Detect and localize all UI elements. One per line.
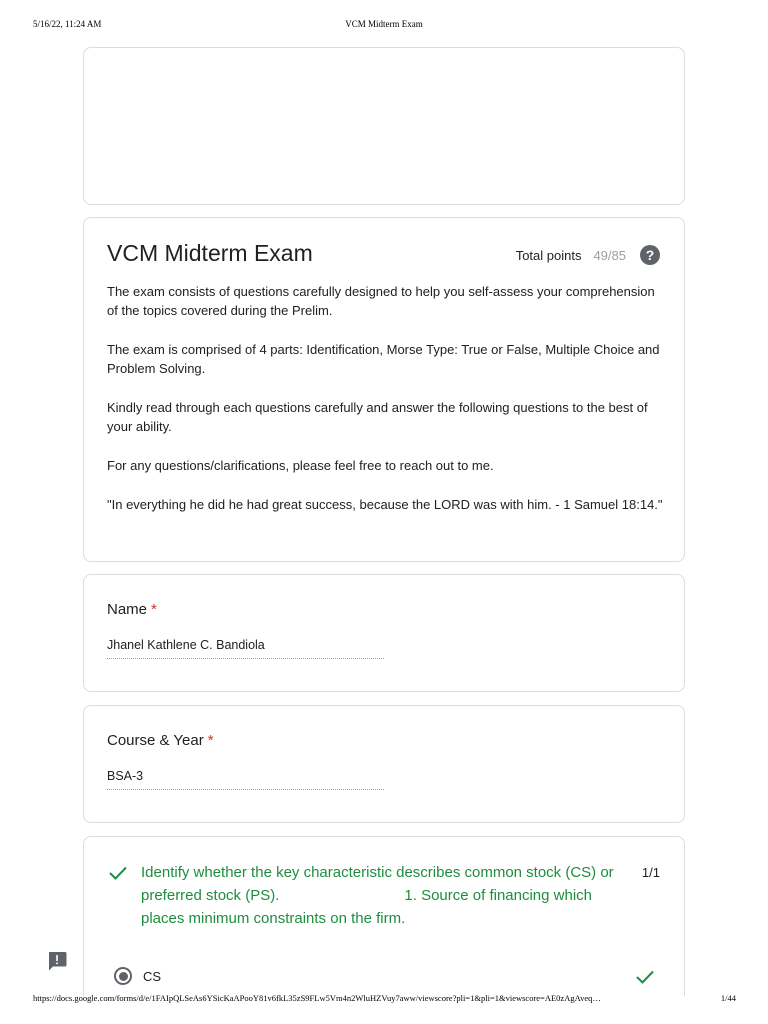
help-circle-icon[interactable]: ? bbox=[640, 245, 660, 265]
total-points-label: Total points bbox=[515, 247, 582, 263]
course-question-card bbox=[83, 705, 685, 823]
feedback-icon[interactable] bbox=[46, 950, 68, 972]
required-asterisk: * bbox=[151, 601, 157, 618]
print-header bbox=[0, 19, 768, 31]
name-label bbox=[107, 601, 157, 618]
total-points-value: 49/85 bbox=[593, 247, 626, 263]
form-header-card bbox=[83, 217, 685, 562]
question-1-line: places minimum constraints on the firm. bbox=[141, 910, 406, 927]
form-description bbox=[107, 282, 667, 534]
print-datetime: 5/16/22, 11:24 AM bbox=[33, 19, 102, 29]
question-1-line: Identify whether the key characteristic describes common stock (CS) or bbox=[141, 864, 614, 881]
option-cs[interactable] bbox=[114, 967, 161, 985]
question-1-line: preferred stock (PS). 1. Source of financing which bbox=[141, 887, 593, 904]
print-footer bbox=[0, 993, 768, 1005]
description-paragraph: Kindly read through each questions carefully and answer the following questions to the best of your ability. bbox=[107, 400, 648, 434]
required-asterisk: * bbox=[207, 732, 214, 749]
print-page-number: 1/44 bbox=[720, 993, 736, 1003]
correct-check-icon bbox=[108, 865, 128, 881]
total-points bbox=[516, 244, 660, 266]
option-correct-check-icon bbox=[635, 969, 655, 985]
description-paragraph: The exam is comprised of 4 parts: Identification, Morse Type: True or False, Multiple Choice and Problem Solving. bbox=[107, 342, 660, 376]
description-paragraph: "In everything he did he had great success, because the LORD was with him. - 1 Samuel 18:14." bbox=[107, 497, 663, 512]
course-label bbox=[107, 732, 214, 749]
name-question-card bbox=[83, 574, 685, 692]
course-label-text: Course & Year bbox=[107, 732, 204, 749]
question-1-text bbox=[141, 861, 641, 930]
description-paragraph: The exam consists of questions carefully designed to help you self-assess your comprehension of the topics covered during the Prelim. bbox=[107, 284, 655, 318]
question-1-score: 1/1 bbox=[641, 865, 660, 880]
option-label: CS bbox=[143, 968, 162, 984]
description-paragraph: For any questions/clarifications, please feel free to reach out to me. bbox=[107, 458, 494, 473]
radio-selected-dot bbox=[119, 972, 128, 981]
radio-button[interactable] bbox=[114, 967, 132, 985]
print-page-title: VCM Midterm Exam bbox=[345, 19, 423, 29]
name-label-text: Name bbox=[107, 601, 148, 618]
name-answer: Jhanel Kathlene C. Bandiola bbox=[107, 638, 384, 659]
form-title: VCM Midterm Exam bbox=[107, 240, 313, 266]
course-answer: BSA-3 bbox=[107, 769, 384, 790]
print-url: https://docs.google.com/forms/d/e/1FAIpQLSeAs6YSicKaAPooY81v6fkL35zS9FLw5Vm4n2WluHZVuy7aww/viewscore?pli=1&pli=1&viewscore=AE0zAgAveq… bbox=[33, 993, 601, 1003]
form-banner bbox=[83, 47, 685, 205]
question-1-card bbox=[83, 836, 685, 996]
